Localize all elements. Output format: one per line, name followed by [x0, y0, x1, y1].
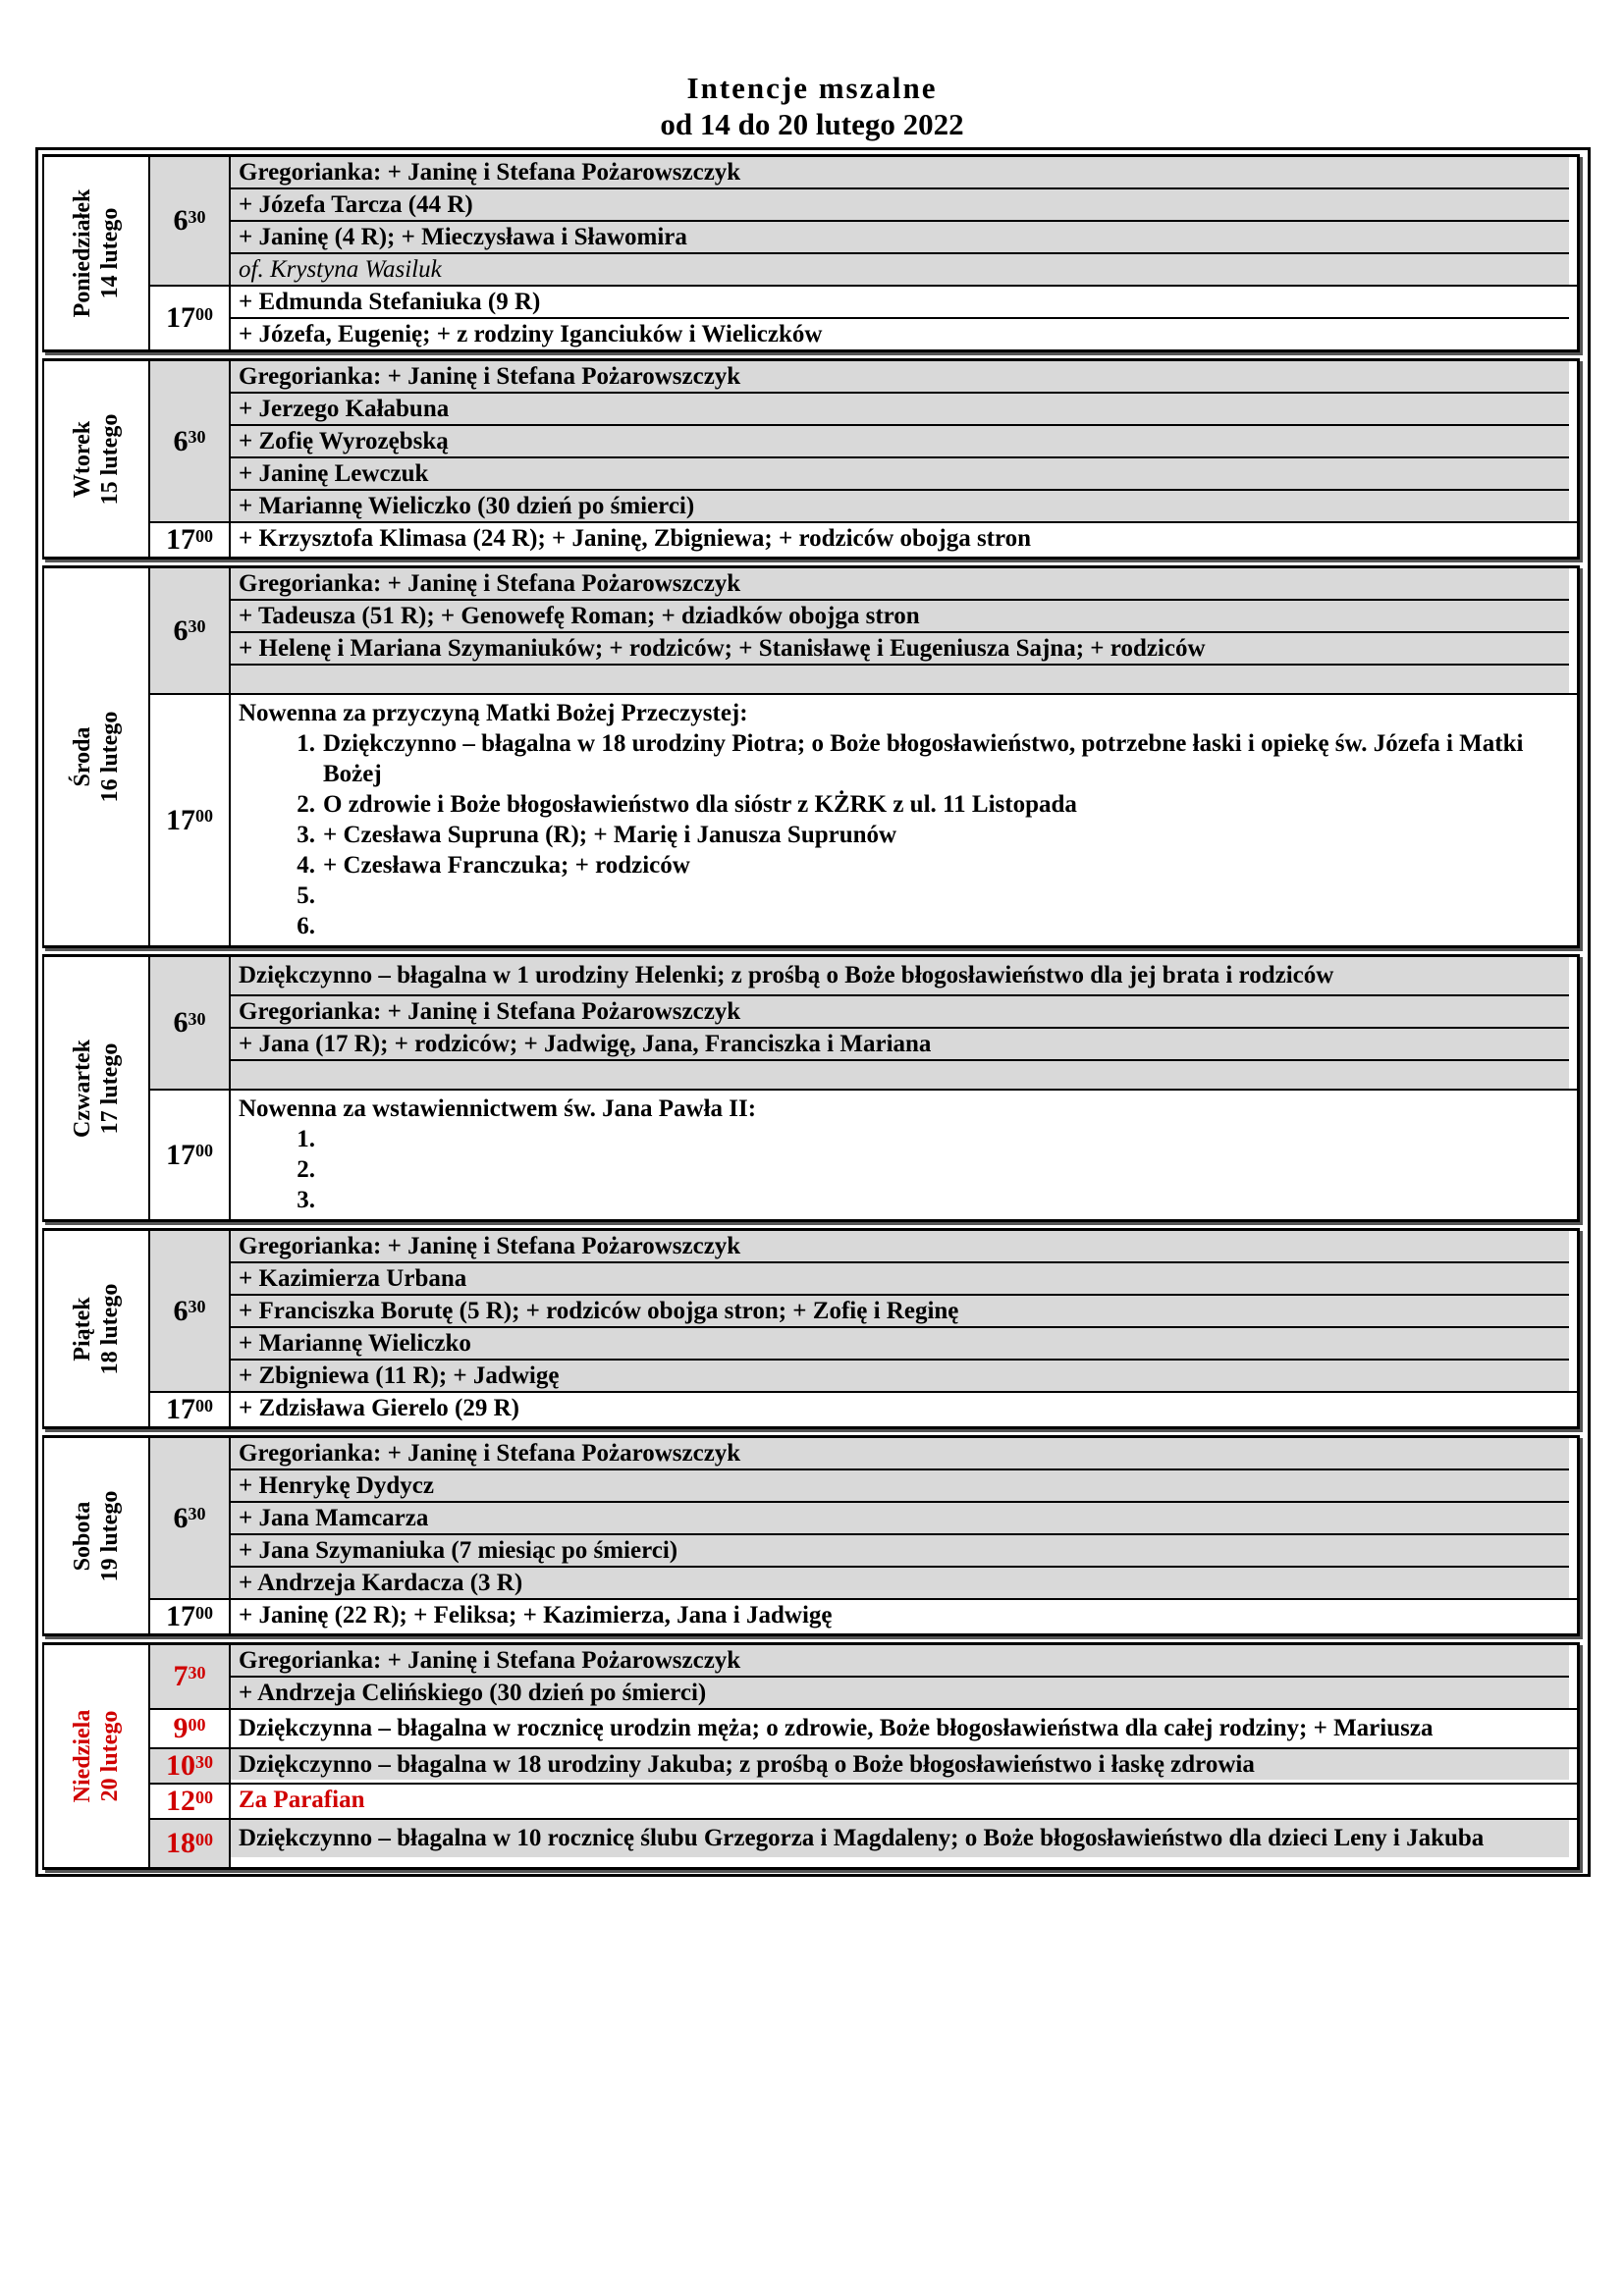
mass-time	[150, 1091, 231, 1219]
intentions	[231, 1600, 1569, 1633]
mass-time	[150, 1710, 231, 1747]
novena-item-number: 3.	[297, 822, 315, 848]
mass-slot	[150, 287, 1577, 349]
day-name: Środa	[70, 726, 95, 787]
intentions	[231, 957, 1569, 1089]
intention-line: Dziękczynno – błagalna w 18 urodziny Jakuba; z prośbą o Boże błogosławieństwo i łaskę zdrowia	[231, 1749, 1569, 1780]
mass-time	[150, 1600, 231, 1633]
novena	[231, 695, 1569, 945]
mass-time	[150, 1820, 231, 1867]
novena-item	[239, 1185, 1569, 1215]
novena-item-number: 1.	[297, 1126, 315, 1152]
intentions	[231, 1645, 1569, 1708]
mass-slot	[150, 1785, 1577, 1820]
mass-time	[150, 695, 231, 945]
mass-time-hour: 6	[173, 1501, 189, 1534]
day-date: 15 lutego	[97, 413, 123, 505]
day-date: 17 lutego	[97, 1042, 123, 1134]
day-label-cell	[44, 1231, 150, 1426]
day-block	[42, 954, 1580, 1222]
intention-line: + Kazimierza Urbana	[231, 1263, 1569, 1296]
day-block	[42, 154, 1580, 352]
mass-time-minutes: 00	[195, 1829, 213, 1849]
day-label	[69, 1040, 124, 1138]
intentions	[231, 1710, 1569, 1747]
intentions	[231, 1231, 1569, 1391]
day-date: 16 lutego	[97, 711, 123, 803]
intention-line: + Jana Szymaniuka (7 miesiąc po śmierci)	[231, 1535, 1569, 1568]
mass-slot	[150, 957, 1577, 1091]
day-label	[69, 1283, 124, 1374]
intentions	[231, 1438, 1569, 1598]
intention-line: + Mariannę Wieliczko	[231, 1328, 1569, 1361]
intentions	[231, 523, 1569, 557]
mass-time-minutes: 00	[188, 1714, 206, 1735]
mass-time-minutes: 30	[195, 1751, 213, 1772]
novena-item-text	[323, 1185, 1569, 1215]
novena-item-number: 3.	[297, 1187, 315, 1213]
mass-time-hour: 10	[166, 1749, 195, 1782]
novena-item	[239, 820, 1569, 850]
mass-time	[150, 568, 231, 693]
mass-time-hour: 6	[173, 424, 189, 457]
day-label	[69, 1710, 124, 1803]
mass-time-minutes: 30	[188, 616, 206, 636]
day-block	[42, 565, 1580, 948]
intention-line: Dziękczynno – błagalna w 1 urodziny Helenki; z prośbą o Boże błogosławieństwo dla jej brata i rodziców	[231, 957, 1569, 996]
day-label	[69, 712, 124, 803]
mass-time-hour: 17	[166, 301, 195, 334]
day-slots	[150, 1231, 1577, 1426]
mass-time-minutes: 00	[195, 1395, 213, 1415]
intentions	[231, 1393, 1569, 1426]
mass-time	[150, 957, 231, 1089]
mass-slot	[150, 1820, 1577, 1867]
intention-line: + Andrzeja Kardacza (3 R)	[231, 1568, 1569, 1598]
intention-line: + Janinę (22 R); + Feliksa; + Kazimierza, Jana i Jadwigę	[239, 1602, 833, 1629]
mass-time	[150, 1438, 231, 1598]
day-name: Sobota	[70, 1501, 95, 1571]
intention-line: + Zbigniewa (11 R); + Jadwigę	[231, 1361, 1569, 1391]
day-date: 18 lutego	[97, 1283, 123, 1374]
intention-line: Gregorianka: + Janinę i Stefana Pożarowszczyk	[231, 1645, 1569, 1678]
intention-line: + Andrzeja Celińskiego (30 dzień po śmierci)	[231, 1678, 1569, 1708]
intention-line: + Helenę i Mariana Szymaniuków; + rodziców; + Stanisławę i Eugeniusza Sajna; + rodziców	[231, 633, 1569, 666]
novena-item-number: 1.	[297, 730, 315, 757]
day-slots	[150, 568, 1577, 945]
intention-line	[231, 666, 1569, 693]
novena-item-text	[323, 881, 1569, 911]
day-name: Niedziela	[70, 1709, 95, 1803]
mass-time	[150, 1785, 231, 1818]
intentions-table	[35, 147, 1591, 1877]
novena-item-text	[323, 1124, 1569, 1154]
day-slots	[150, 1438, 1577, 1633]
day-label	[69, 1490, 124, 1581]
mass-time-minutes: 00	[195, 1141, 213, 1160]
intention-line	[231, 1061, 1569, 1089]
mass-time-minutes: 30	[188, 1297, 206, 1316]
day-name: Czwartek	[70, 1039, 95, 1138]
novena-item-number: 2.	[297, 791, 315, 818]
mass-time-hour: 6	[173, 614, 189, 647]
mass-time-minutes: 00	[195, 1787, 213, 1807]
intention-line: + Józefa, Eugenię; + z rodziny Iganciuków i Wieliczków	[239, 321, 823, 347]
mass-time-hour: 6	[173, 1294, 189, 1327]
intention-line: Gregorianka: + Janinę i Stefana Pożarowszczyk	[231, 361, 1569, 394]
mass-slot	[150, 695, 1577, 945]
novena-item-text: O zdrowie i Boże błogosławieństwo dla sióstr z KŻRK z ul. 11 Listopada	[323, 791, 1077, 818]
mass-slot	[150, 157, 1577, 287]
novena-item-number: 2.	[297, 1156, 315, 1183]
mass-slot	[150, 1091, 1577, 1219]
day-label-cell	[44, 1645, 150, 1867]
mass-time-hour: 7	[173, 1660, 189, 1692]
mass-time-hour: 17	[166, 523, 195, 556]
mass-time-minutes: 00	[195, 303, 213, 324]
mass-time	[150, 157, 231, 285]
novena-item	[239, 728, 1569, 789]
mass-time-minutes: 00	[195, 806, 213, 826]
novena-item-text: + Czesława Supruna (R); + Marię i Janusza Suprunów	[323, 822, 897, 848]
day-slots	[150, 1645, 1577, 1867]
intention-line: + Janinę Lewczuk	[231, 458, 1569, 491]
novena-item	[239, 911, 1569, 941]
day-date: 20 lutego	[97, 1710, 123, 1802]
intention-line: Gregorianka: + Janinę i Stefana Pożarowszczyk	[231, 568, 1569, 601]
intentions	[231, 1091, 1569, 1219]
mass-time-hour: 17	[166, 803, 195, 836]
novena-heading: Nowenna za przyczyną Matki Bożej Przeczystej:	[239, 700, 748, 726]
day-label-cell	[44, 157, 150, 349]
day-date: 19 lutego	[97, 1490, 123, 1581]
intentions	[231, 287, 1569, 349]
day-slots	[150, 361, 1577, 557]
intention-line: Gregorianka: + Janinę i Stefana Pożarowszczyk	[231, 157, 1569, 189]
day-block	[42, 1228, 1580, 1429]
mass-time-minutes: 00	[195, 525, 213, 546]
mass-time	[150, 361, 231, 521]
day-slots	[150, 957, 1577, 1219]
page-title: Intencje mszalne	[686, 71, 938, 105]
mass-time	[150, 1231, 231, 1391]
intentions	[231, 157, 1569, 285]
mass-time-minutes: 30	[188, 1504, 206, 1523]
mass-slot	[150, 1749, 1577, 1785]
intention-line: + Tadeusza (51 R); + Genowefę Roman; + dziadków obojga stron	[231, 601, 1569, 633]
mass-time-hour: 6	[173, 1006, 189, 1039]
mass-time-hour: 6	[173, 204, 189, 237]
mass-time-minutes: 00	[195, 1602, 213, 1623]
novena-list	[239, 1124, 1569, 1215]
day-label	[69, 413, 124, 505]
mass-time-hour: 17	[166, 1600, 195, 1632]
mass-time-hour: 12	[166, 1785, 195, 1817]
intention-line: + Jana Mamcarza	[231, 1503, 1569, 1535]
novena-heading: Nowenna za wstawiennictwem św. Jana Pawła II:	[239, 1095, 757, 1122]
intention-line: + Jerzego Kałabuna	[231, 394, 1569, 426]
mass-slot	[150, 1231, 1577, 1393]
day-block	[42, 358, 1580, 560]
intention-line: + Henrykę Dydycz	[231, 1470, 1569, 1503]
mass-slot	[150, 1393, 1577, 1426]
mass-slot	[150, 523, 1577, 557]
mass-time-minutes: 30	[188, 1662, 206, 1682]
intentions	[231, 1820, 1569, 1867]
mass-time-minutes: 30	[188, 427, 206, 447]
mass-time-hour: 17	[166, 1393, 195, 1425]
intention-line: + Zdzisława Gierelo (29 R)	[239, 1395, 519, 1421]
novena-list	[239, 728, 1569, 941]
intention-line: + Edmunda Stefaniuka (9 R)	[231, 287, 1569, 319]
novena-item-number: 4.	[297, 852, 315, 879]
mass-time-hour: 17	[166, 1138, 195, 1171]
intention-line: Gregorianka: + Janinę i Stefana Pożarowszczyk	[231, 1231, 1569, 1263]
day-label-cell	[44, 1438, 150, 1633]
intention-line: Gregorianka: + Janinę i Stefana Pożarowszczyk	[231, 1438, 1569, 1470]
day-label-cell	[44, 957, 150, 1219]
mass-slot	[150, 1600, 1577, 1633]
mass-time-hour: 9	[173, 1712, 189, 1744]
novena-item-text	[323, 1154, 1569, 1185]
intention-line: + Zofię Wyrozębską	[231, 426, 1569, 458]
intentions	[231, 695, 1569, 945]
intention-line: + Krzysztofa Klimasa (24 R); + Janinę, Zbigniewa; + rodziców obojga stron	[239, 525, 1032, 552]
day-slots	[150, 157, 1577, 349]
mass-time	[150, 523, 231, 557]
mass-time	[150, 1749, 231, 1783]
day-label-cell	[44, 361, 150, 557]
intention-line: + Józefa Tarcza (44 R)	[231, 189, 1569, 222]
intention-line: + Jana (17 R); + rodziców; + Jadwigę, Jana, Franciszka i Mariana	[231, 1029, 1569, 1061]
intention-line: Za Parafian	[239, 1787, 365, 1813]
intentions	[231, 568, 1569, 693]
day-block	[42, 1642, 1580, 1870]
mass-slot	[150, 568, 1577, 695]
intentions	[231, 361, 1569, 521]
mass-time-minutes: 30	[188, 1008, 206, 1029]
intentions	[231, 1785, 1569, 1818]
novena-item-text	[323, 911, 1569, 941]
page-subtitle: od 14 do 20 lutego 2022	[660, 107, 964, 141]
novena-item	[239, 1154, 1569, 1185]
novena	[231, 1091, 1569, 1219]
intention-line: Dziękczynno – błagalna w 10 rocznicę ślubu Grzegorza i Magdaleny; o Boże błogosławieństwo dla dzieci Leny i Jakuba	[231, 1820, 1569, 1857]
intention-line: of. Krystyna Wasiluk	[231, 254, 1569, 285]
novena-item-number: 5.	[297, 882, 315, 909]
day-date: 14 lutego	[97, 207, 123, 299]
novena-item-text: + Czesława Franczuka; + rodziców	[323, 852, 690, 879]
intention-line: + Janinę (4 R); + Mieczysława i Sławomira	[231, 222, 1569, 254]
intention-line: Dziękczynna – błagalna w rocznicę urodzin męża; o zdrowie, Boże błogosławieństwa dla całej rodziny; + Mariusza	[239, 1715, 1434, 1741]
day-block	[42, 1435, 1580, 1636]
day-name: Piątek	[70, 1296, 95, 1362]
day-name: Poniedziałek	[70, 188, 95, 318]
novena-item	[239, 850, 1569, 881]
novena-item	[239, 1124, 1569, 1154]
novena-item-number: 6.	[297, 913, 315, 939]
mass-time-hour: 18	[166, 1827, 195, 1859]
day-label-cell	[44, 568, 150, 945]
day-name: Wtorek	[70, 420, 95, 498]
intention-line: Gregorianka: + Janinę i Stefana Pożarowszczyk	[231, 996, 1569, 1029]
intention-line: + Franciszka Borutę (5 R); + rodziców obojga stron; + Zofię i Reginę	[231, 1296, 1569, 1328]
mass-slot	[150, 1645, 1577, 1710]
mass-time	[150, 287, 231, 349]
mass-slot	[150, 1710, 1577, 1749]
novena-item-text: Dziękczynno – błagalna w 18 urodziny Piotra; o Boże błogosławieństwo, potrzebne łaski i opiekę św. Józefa i Matki Bożej	[323, 730, 1524, 787]
novena-item	[239, 789, 1569, 820]
mass-slot	[150, 361, 1577, 523]
intentions	[231, 1749, 1569, 1783]
day-label	[69, 189, 124, 318]
mass-time	[150, 1645, 231, 1708]
mass-slot	[150, 1438, 1577, 1600]
novena-item	[239, 881, 1569, 911]
mass-time-minutes: 30	[188, 206, 206, 227]
intention-line: + Mariannę Wieliczko (30 dzień po śmierci)	[231, 491, 1569, 521]
mass-time	[150, 1393, 231, 1426]
